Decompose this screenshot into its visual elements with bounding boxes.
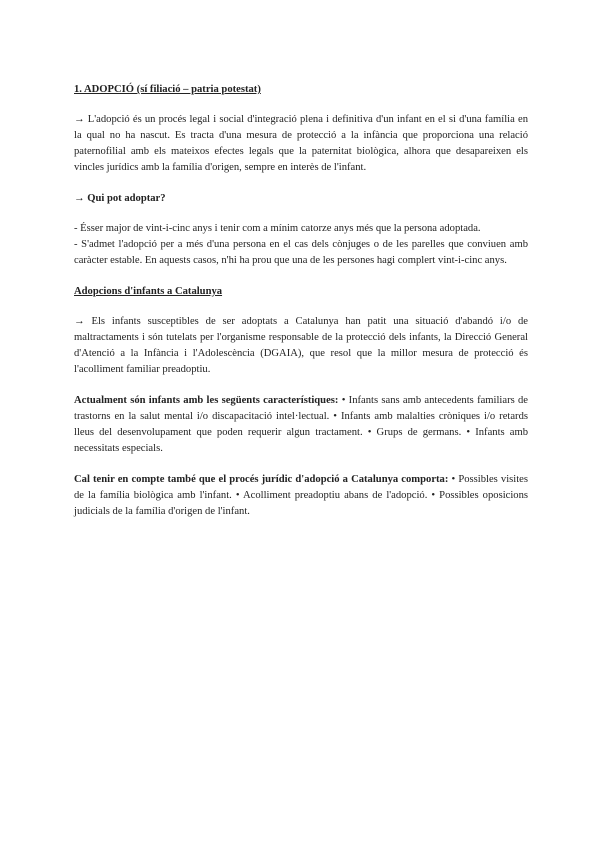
section-heading-catalunya: Adopcions d'infants a Catalunya (74, 286, 223, 297)
who-can-adopt-heading: → Qui pot adoptar? (74, 193, 166, 204)
legal-process-paragraph (74, 472, 528, 520)
section-heading-adopcio: 1. ADOPCIÓ (sí filiació – patria potestat) (74, 84, 261, 95)
legal-process-label: Cal tenir en compte també que el procés jurídic d'adopció a Catalunya comporta: (74, 474, 449, 485)
who-can-adopt-requirement-couples: - S'admet l'adopció per a més d'una persona en el cas dels cònjuges o de les parelles que conviuen amb caràcter estable. En aquests casos, n'hi ha prou que una de les persones hagi complert vint-i-cinc anys. (74, 239, 528, 266)
characteristics-text: • Infants sans amb antecedents familiars de trastorns en la salut mental i/o discapacitació intel·lectual. • Infants amb malalties cròniques i/o retards lleus del desenvolupament que poden requerir algun tractament. • Grups de germans. • Infants amb necessitats especials. (74, 395, 528, 454)
legal-process-text: • Possibles visites de la família biològica amb l'infant. • Acolliment preadoptiu abans de l'adopció. • Possibles oposicions judicials de la família d'origen de l'infant. (74, 474, 528, 517)
who-can-adopt-requirement-age: - Ésser major de vint-i-cinc anys i tenir com a mínim catorze anys més que la persona adoptada. (74, 223, 481, 234)
document-body (74, 82, 528, 535)
characteristics-paragraph (74, 393, 528, 457)
adopcio-definition-paragraph: → L'adopció és un procés legal i social d'integració plena i definitiva d'un infant en el si d'una família en la qual no ha nascut. Es tracta d'una mesura de protecció a la infància que proporciona una relació paternofilial amb els mateixos efectes legals que la paternitat biològica, alhora que desapareixen els vincles jurídics amb la família d'origen, sempre en interès de l'infant. (74, 114, 528, 173)
catalunya-intro-paragraph: → Els infants susceptibles de ser adoptats a Catalunya han patit una situació d'abandó i/o de maltractaments i són tutelats per l'organisme responsable de la protecció dels infants, la Direcció General d'Atenció a la Infància i l'Adolescència (DGAIA), que resol que la millor mesura de protecció és l'acolliment familiar preadoptiu. (74, 316, 528, 375)
characteristics-label: Actualment són infants amb les següents característiques: (74, 395, 339, 406)
